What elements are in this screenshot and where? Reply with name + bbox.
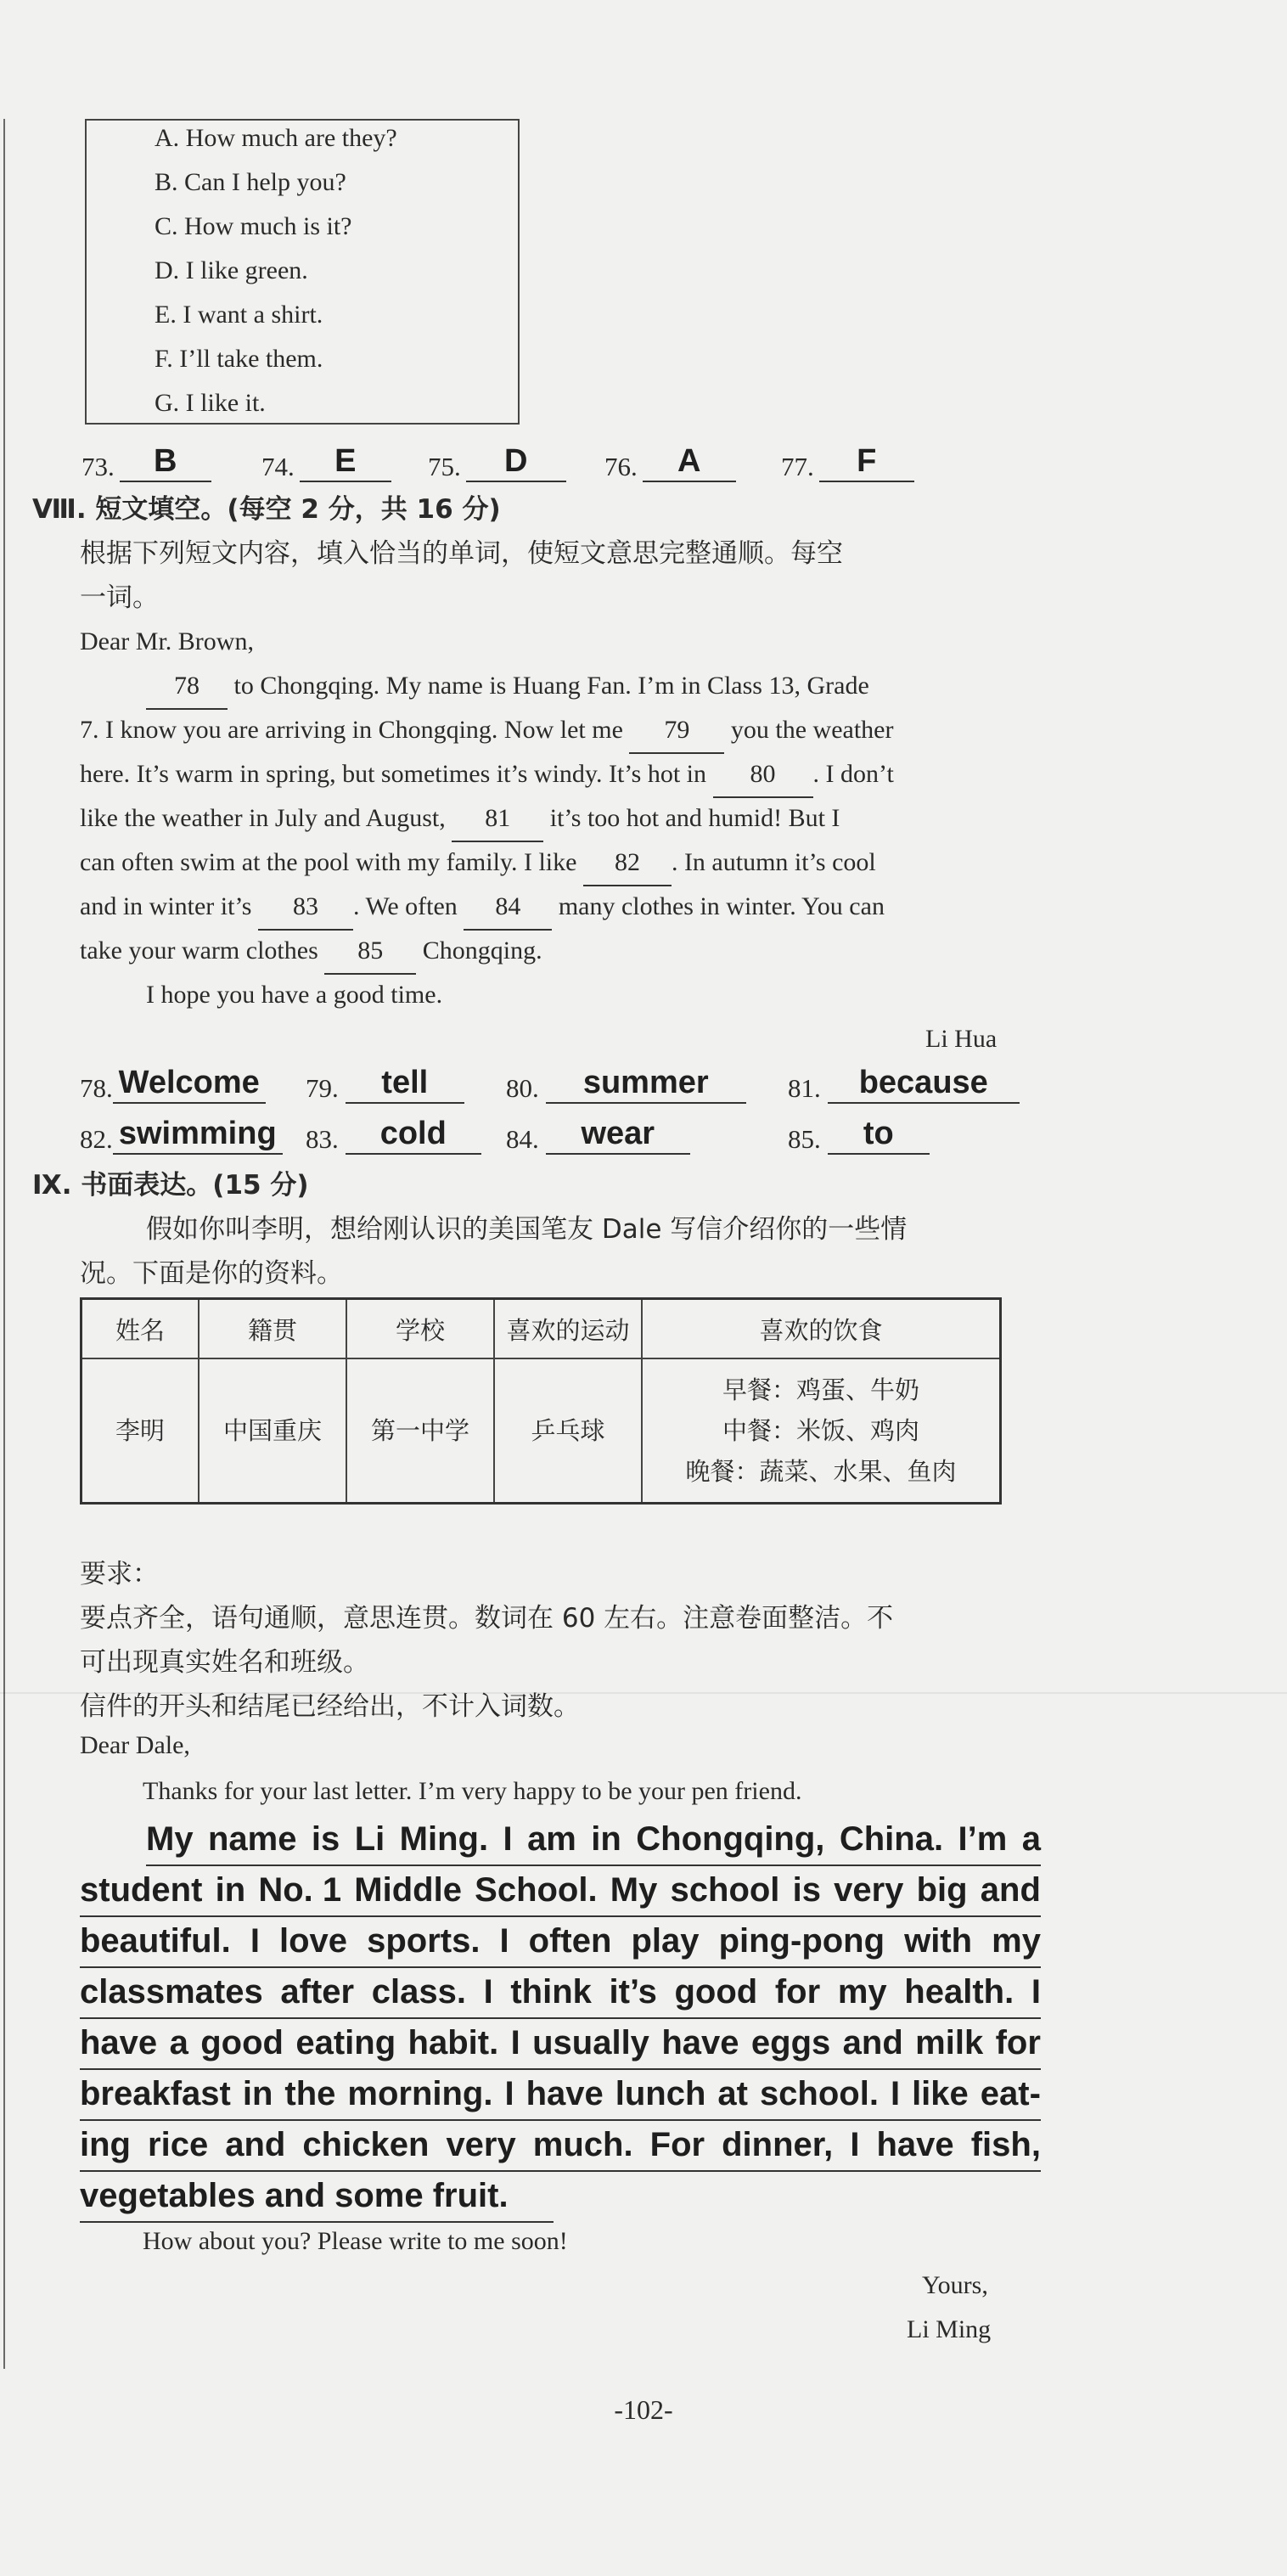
answer-value: summer [546, 1063, 746, 1104]
essay-word: very [446, 2126, 516, 2163]
essay-word: chicken [302, 2126, 430, 2163]
blank-79: 79 [629, 708, 724, 754]
essay-word: am [527, 1820, 576, 1858]
table-header-row [81, 1299, 1001, 1359]
essay-word: breakfast [80, 2075, 231, 2112]
essay-word: for [774, 1973, 821, 2011]
blank-81: 81 [452, 796, 543, 842]
passage-line-6 [80, 885, 885, 931]
answer-value: tell [346, 1063, 464, 1104]
option-d: D. I like green. [155, 256, 308, 284]
essay-word: classmates [80, 1973, 263, 2011]
table-cell: 第一中学 [346, 1358, 494, 1504]
answer-number: 83. [306, 1124, 339, 1154]
essay-word: in [591, 1820, 621, 1858]
passage-text: here. It’s warm in spring, but sometimes it’s windy. It’s hot in [80, 760, 706, 788]
passage-text: . In autumn it’s cool [671, 848, 876, 876]
option-e: E. I want a shirt. [155, 301, 323, 329]
essay-word: often [528, 1922, 612, 1960]
passage-text: it’s too hot and humid! But I [549, 804, 840, 832]
essay-word: eat- [980, 2075, 1041, 2112]
essay-word: Chongqing, [636, 1820, 825, 1858]
essay-word: habit. [407, 2024, 499, 2061]
essay-word: in [242, 2075, 273, 2112]
blank-84: 84 [464, 885, 552, 931]
answer-number: 77. [781, 452, 814, 481]
essay-word: I [1031, 1973, 1041, 2011]
section9-prompt-1: 假如你叫李明，想给刚认识的美国笔友 Dale 写信介绍你的一些情 [146, 1214, 908, 1245]
answer-value: F [819, 442, 914, 482]
essay-word: after [280, 1973, 355, 2011]
essay-word: school [670, 1871, 780, 1909]
option-b: B. Can I help you? [155, 168, 346, 196]
essay-signature: Li Ming [907, 2315, 992, 2343]
option-a: A. How much are they? [155, 124, 397, 152]
essay-yours: Yours, [922, 2271, 988, 2299]
essay-line [80, 2070, 1041, 2121]
blank-83: 83 [258, 885, 353, 931]
essay-word: at [717, 2075, 748, 2112]
essay-word: I [850, 2126, 860, 2163]
table-header-cell: 学校 [346, 1299, 494, 1359]
answer-number: 81. [788, 1073, 821, 1103]
passage-line-7 [80, 929, 542, 975]
answer-76 [604, 442, 736, 482]
answer-81 [788, 1063, 1020, 1104]
answer-75 [428, 442, 566, 482]
essay-word: good [200, 2024, 284, 2061]
requirement-3: 信件的开头和结尾已经给出，不计入词数。 [80, 1691, 580, 1722]
answer-value: B [120, 442, 211, 482]
profile-table [80, 1297, 1002, 1505]
essay-word: a [169, 2024, 188, 2061]
passage-line-4 [80, 796, 840, 842]
essay-ending: How about you? Please write to me soon! [143, 2227, 568, 2255]
options-box [85, 119, 520, 425]
answer-number: 79. [306, 1073, 339, 1103]
essay-line [80, 2121, 1041, 2172]
table-cell: 李明 [81, 1358, 200, 1504]
passage-text: many clothes in winter. You can [558, 892, 885, 920]
section8-heading: Ⅷ. 短文填空。(每空 2 分，共 16 分) [32, 494, 501, 525]
passage-text: like the weather in July and August, [80, 804, 446, 832]
answer-85 [788, 1114, 930, 1155]
answer-80 [506, 1063, 746, 1104]
answer-73 [81, 442, 211, 482]
passage-text: Chongqing. [422, 936, 542, 965]
answer-value: because [828, 1063, 1020, 1104]
essay-word: I [504, 2075, 514, 2112]
table-header-cell: 姓名 [81, 1299, 200, 1359]
essay-word: I [890, 2075, 901, 2112]
essay-word: health. [904, 1973, 1014, 2011]
essay-word: I [499, 1922, 509, 1960]
answer-value: swimming [113, 1114, 283, 1155]
essay-word: class. [371, 1973, 466, 2011]
essay-word: My [146, 1820, 194, 1858]
answer-number: 75. [428, 452, 461, 481]
essay-word: much. [532, 2126, 633, 2163]
essay-line [80, 2019, 1041, 2070]
answer-value: to [828, 1114, 930, 1155]
essay-word: my [837, 1973, 887, 2011]
requirements-label: 要求： [80, 1559, 159, 1589]
passage-text: you the weather [730, 716, 894, 744]
essay-line [80, 2172, 554, 2223]
answer-82 [80, 1114, 283, 1155]
passage-line-3 [80, 752, 894, 798]
essay-line [80, 1866, 1041, 1917]
essay-word: morning. [347, 2075, 493, 2112]
answer-number: 74. [261, 452, 295, 481]
answer-83 [306, 1114, 481, 1155]
essay-word: name [208, 1820, 297, 1858]
essay-word: vegetables and some fruit. [80, 2177, 509, 2214]
essay-word: fish, [970, 2126, 1041, 2163]
essay-word: sports. [367, 1922, 481, 1960]
essay-word: eating [295, 2024, 396, 2061]
essay-word: eggs [750, 2024, 831, 2061]
answer-number: 73. [81, 452, 115, 481]
passage-text: to Chongqing. My name is Huang Fan. I’m in Class 13, Grade [233, 672, 869, 700]
section8-instruction-2: 一词。 [80, 582, 159, 613]
passage-line-5 [80, 841, 876, 886]
page-number: -102- [614, 2394, 673, 2425]
essay-word: with [904, 1922, 973, 1960]
letter-closing: I hope you have a good time. [146, 981, 443, 1009]
essay-word: my [992, 1922, 1041, 1960]
table-cell: 中国重庆 [199, 1358, 346, 1504]
blank-78: 78 [146, 664, 228, 710]
essay-word: big [916, 1871, 968, 1909]
essay-word: very [834, 1871, 904, 1909]
essay-word: and [225, 2126, 286, 2163]
letter-greeting: Dear Mr. Brown, [80, 627, 254, 655]
option-f: F. I’ll take them. [155, 345, 323, 373]
section9-heading: Ⅸ. 书面表达。(15 分) [32, 1170, 309, 1201]
essay-word: in [215, 1871, 246, 1909]
answer-number: 76. [604, 452, 638, 481]
food-breakfast: 早餐：鸡蛋、牛奶 [722, 1375, 919, 1404]
passage-line-1 [146, 664, 869, 710]
option-c: C. How much is it? [155, 212, 352, 240]
answer-value: Welcome [113, 1063, 266, 1104]
answer-value: A [643, 442, 736, 482]
passage-text: can often swim at the pool with my family. I like [80, 848, 577, 876]
answer-number: 82. [80, 1124, 113, 1154]
essay-word: play [631, 1922, 700, 1960]
blank-80: 80 [713, 752, 813, 798]
essay-word: have [876, 2126, 954, 2163]
table-header-cell: 喜欢的运动 [494, 1299, 642, 1359]
essay-word: My [610, 1871, 658, 1909]
table-header-cell: 喜欢的饮食 [642, 1299, 1001, 1359]
essay-word: love [279, 1922, 348, 1960]
essay-word: have [661, 2024, 739, 2061]
answer-number: 84. [506, 1124, 539, 1154]
essay-word: I [250, 1922, 260, 1960]
essay-word: and [842, 2024, 903, 2061]
essay-word: is [792, 1871, 821, 1909]
section8-instruction-1: 根据下列短文内容，填入恰当的单词，使短文意思完整通顺。每空 [80, 538, 843, 569]
passage-line-2 [80, 708, 893, 754]
essay-word: ping-pong [718, 1922, 885, 1960]
essay-word: ing [80, 2126, 131, 2163]
essay-word: No. 1 [258, 1871, 342, 1909]
essay-word: a [1021, 1820, 1041, 1858]
answer-78 [80, 1063, 266, 1104]
table-row [81, 1358, 1001, 1504]
essay-word: think [510, 1973, 592, 2011]
letter-signature: Li Hua [925, 1025, 998, 1053]
answer-number: 78. [80, 1073, 113, 1103]
essay-word: I [503, 1820, 513, 1858]
essay-greeting: Dear Dale, [80, 1731, 190, 1759]
essay-word: School. [475, 1871, 598, 1909]
essay-word: for [995, 2024, 1041, 2061]
essay-word: usually [532, 2024, 649, 2061]
answer-value: E [300, 442, 391, 482]
essay-word: and [980, 1871, 1041, 1909]
essay-line [80, 1968, 1041, 2019]
table-cell: 乒乓球 [494, 1358, 642, 1504]
essay-word: have [525, 2075, 604, 2112]
requirement-1: 要点齐全，语句通顺，意思连贯。数词在 60 左右。注意卷面整洁。不 [80, 1603, 894, 1634]
essay-word: have [80, 2024, 158, 2061]
essay-word: it’s [609, 1973, 657, 2011]
essay-word: Ming. [399, 1820, 489, 1858]
left-margin-line [3, 119, 5, 2369]
essay-word: good [674, 1973, 758, 2011]
essay-word: is [311, 1820, 340, 1858]
essay-word: school. [759, 2075, 879, 2112]
blank-85: 85 [324, 929, 416, 975]
option-g: G. I like it. [155, 389, 266, 417]
answer-number: 85. [788, 1124, 821, 1154]
answer-77 [781, 442, 914, 482]
answer-value: cold [346, 1114, 481, 1155]
essay-word: like [912, 2075, 969, 2112]
essay-opening: Thanks for your last letter. I’m very happy to be your pen friend. [143, 1777, 802, 1805]
answer-79 [306, 1063, 464, 1104]
essay-word: For [649, 2126, 705, 2163]
essay-word: I [483, 1973, 493, 2011]
essay-word: Li [354, 1820, 385, 1858]
answer-number: 80. [506, 1073, 539, 1103]
essay-line [146, 1815, 1041, 1866]
essay-word: student [80, 1871, 203, 1909]
passage-text: . We often [352, 892, 458, 920]
section9-prompt-2: 况。下面是你的资料。 [80, 1258, 343, 1289]
food-dinner: 晚餐：蔬菜、水果、鱼肉 [685, 1457, 957, 1486]
essay-word: China. [839, 1820, 944, 1858]
essay-word: the [284, 2075, 336, 2112]
essay-word: I’m [958, 1820, 1008, 1858]
table-header-cell: 籍贯 [199, 1299, 346, 1359]
passage-text: and in winter it’s [80, 892, 252, 920]
passage-text: . I don’t [812, 760, 894, 788]
passage-text: take your warm clothes [80, 936, 318, 965]
essay-word: rice [148, 2126, 209, 2163]
essay-word: Middle [354, 1871, 462, 1909]
requirement-2: 可出现真实姓名和班级。 [80, 1647, 369, 1678]
answer-value: D [466, 442, 566, 482]
essay-word: milk [915, 2024, 984, 2061]
essay-word: I [510, 2024, 520, 2061]
essay-word: beautiful. [80, 1922, 231, 1960]
blank-82: 82 [583, 841, 672, 886]
essay-line [80, 1917, 1041, 1968]
answer-74 [261, 442, 391, 482]
food-lunch: 中餐：米饭、鸡肉 [722, 1416, 919, 1445]
essay-word: dinner, [722, 2126, 834, 2163]
answer-84 [506, 1114, 690, 1155]
answer-value: wear [546, 1114, 690, 1155]
table-cell-food [642, 1358, 1001, 1504]
passage-text: 7. I know you are arriving in Chongqing. Now let me [80, 716, 623, 744]
essay-word: lunch [615, 2075, 706, 2112]
